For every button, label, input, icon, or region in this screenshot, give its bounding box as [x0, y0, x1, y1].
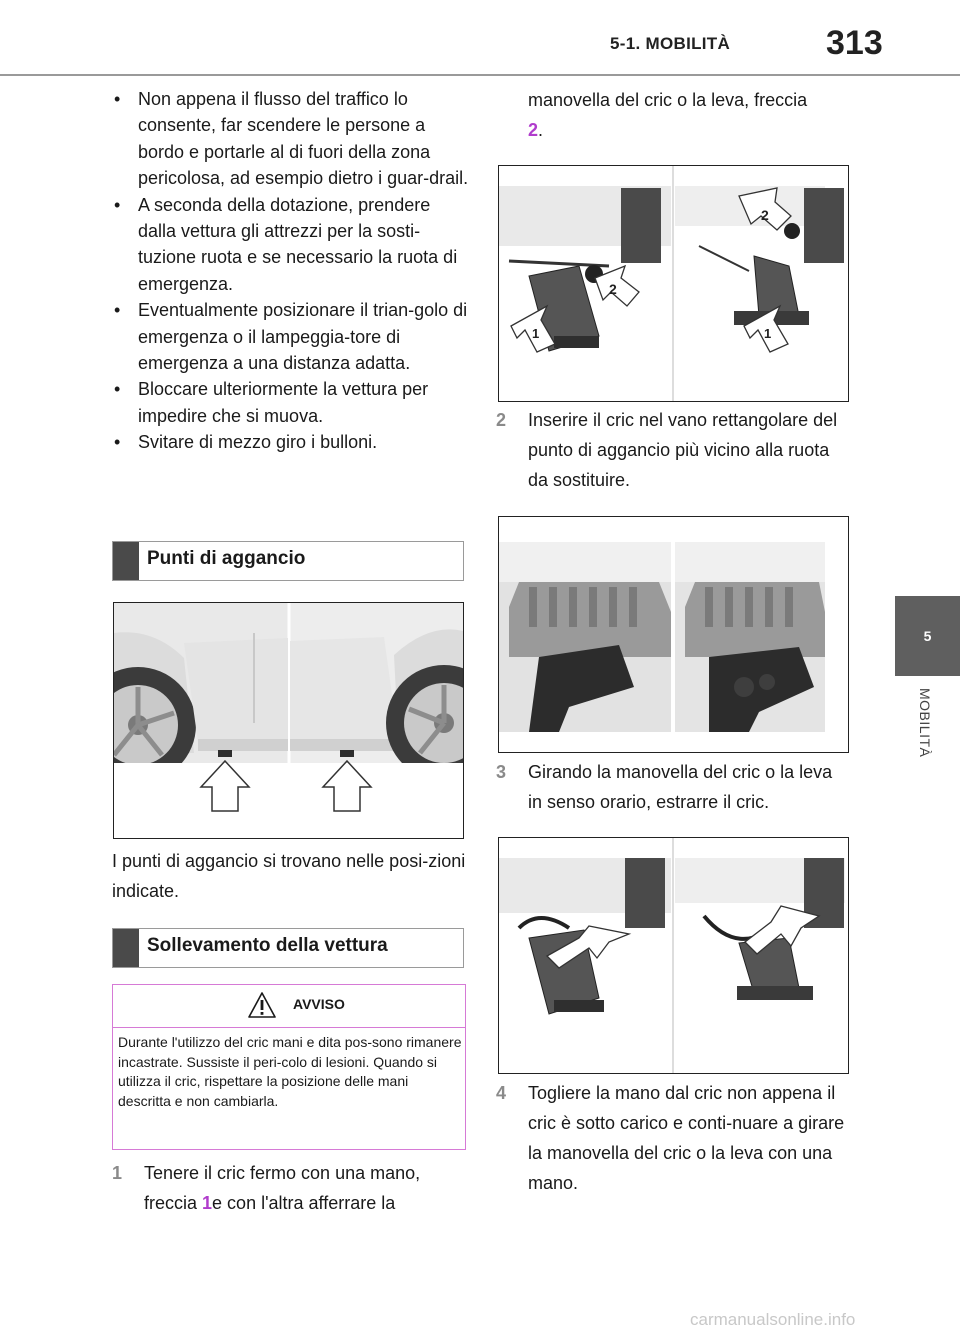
warning-triangle-icon [247, 991, 277, 1019]
step-4 [496, 1078, 856, 1204]
arrow-label-1: 1 [532, 326, 540, 341]
chapter-label: MOBILITÀ [917, 688, 933, 758]
warning-text: Durante l'utilizzo del cric mani e dita pos-sono rimanere incastrate. Sussiste il peri-colo di lesioni. Quando si utilizza il cric, rispettare la posizione delle mani descritta e non cambiarla. [118, 1034, 462, 1109]
step-number: 2 [496, 410, 507, 430]
figure-jack-points [113, 602, 464, 839]
arrow-label-2b: 2 [761, 207, 769, 223]
footer-watermark: carmanualsonline.info [690, 1310, 856, 1329]
header-divider [0, 74, 960, 76]
step-1-continued: manovella del cric o la leva, freccia 2. [528, 90, 808, 140]
warning-box [112, 984, 466, 1150]
page-number: 313 [826, 24, 883, 62]
bullet-item: • Non appena il flusso del traffico lo consente, far scendere le persone a bordo e portarle al di fuori della zona pericolosa, ad esempio dietro i guar-drail. [112, 86, 472, 192]
chapter-tab: 5 [895, 596, 960, 676]
figure-jack-crank [498, 837, 849, 1074]
section-heading-bar [113, 542, 139, 580]
section-heading-text: Punti di aggancio [147, 548, 306, 569]
bullet-item: • Eventualmente posizionare il trian-golo di emergenza o il lampeggia-tore di emergenza a una distanza adatta. [112, 297, 472, 376]
step-text: Tenere il cric fermo con una mano, freccia 1e con l'altra afferrare la [144, 1163, 421, 1213]
step-2 [496, 405, 856, 501]
jack-points-caption: I punti di aggancio si trovano nelle posi-zioni indicate. [112, 851, 466, 901]
arrow-ref-2: 2 [528, 120, 539, 140]
figure-jack-hands [498, 165, 849, 402]
step-number: 4 [496, 1083, 507, 1103]
section-heading-text: Sollevamento della vettura [147, 935, 388, 956]
bullet-item: • Svitare di mezzo giro i bulloni. [112, 429, 472, 455]
intro-bullet-list [112, 86, 472, 456]
arrow-ref-1: 1 [202, 1193, 213, 1213]
step-text: Inserire il cric nel vano rettangolare del punto di aggancio più vicino alla ruota da sostituire. [528, 410, 838, 490]
section-title: 5-1. MOBILITÀ [610, 34, 731, 53]
step-text: Girando la manovella del cric o la leva in senso orario, estrarre il cric. [528, 762, 833, 812]
section-heading-bar [113, 929, 139, 967]
section-heading-lifting [112, 928, 464, 968]
figure-jack-in-slot [498, 516, 849, 753]
arrow-label-2: 2 [609, 281, 617, 297]
step-text: Togliere la mano dal cric non appena il cric è sotto carico e conti-nuare a girare la manovella del cric o la leva con una mano. [528, 1083, 845, 1193]
step-3 [496, 757, 856, 821]
section-heading-jack-points [112, 541, 464, 581]
step-number: 1 [112, 1163, 123, 1183]
warning-header [113, 985, 465, 1028]
bullet-item: • Bloccare ulteriormente la vettura per impedire che si muova. [112, 376, 472, 429]
step-1 [112, 1158, 472, 1222]
bullet-item: • A seconda della dotazione, prendere dalla vettura gli attrezzi per la sosti-tuzione ruota e se necessario la ruota di emergenza. [112, 192, 472, 298]
step-number: 3 [496, 762, 507, 782]
warning-title: AVVISO [293, 996, 345, 1012]
arrow-label-1b: 1 [764, 326, 772, 341]
